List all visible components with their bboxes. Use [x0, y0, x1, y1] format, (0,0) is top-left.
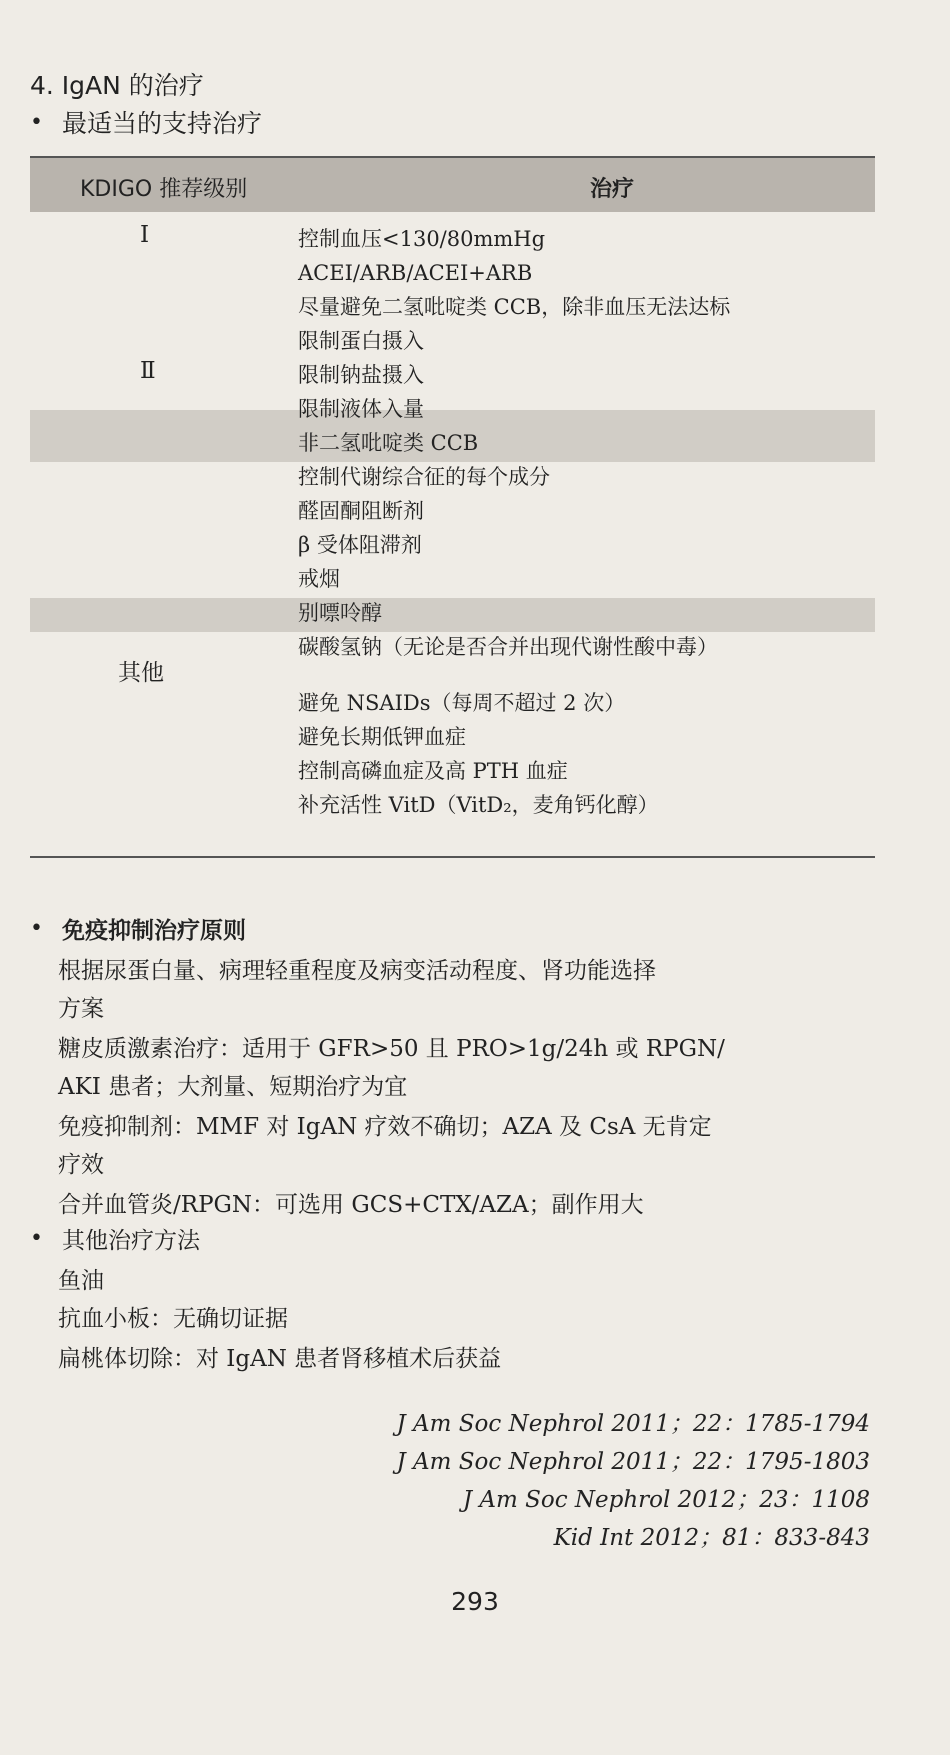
- treatment-item: 醛固酮阻断剂: [298, 499, 424, 523]
- treatment-item: 补充活性 VitD（VitD₂，麦角钙化醇）: [298, 793, 659, 817]
- reference: J Am Soc Nephrol 2011；22：1785-1794: [396, 1411, 870, 1437]
- immuno-bullet: [30, 912, 246, 945]
- treatment-item: 尽量避免二氢吡啶类 CCB，除非血压无法达标: [298, 295, 731, 319]
- section-heading: 4. IgAN 的治疗: [30, 71, 204, 100]
- other-line: 抗血小板：无确切证据: [58, 1306, 288, 1332]
- treatment-item: 控制代谢综合征的每个成分: [298, 465, 550, 489]
- treatment-item: 避免 NSAIDs（每周不超过 2 次）: [298, 691, 626, 715]
- supportive-treatment-bullet: [30, 104, 262, 140]
- treatment-item: 戒烟: [298, 567, 340, 591]
- treatment-item: 避免长期低钾血症: [298, 725, 466, 749]
- reference: J Am Soc Nephrol 2011；22：1795-1803: [396, 1449, 870, 1475]
- immuno-line: 根据尿蛋白量、病理轻重程度及病变活动程度、肾功能选择: [58, 958, 656, 984]
- treatment-item: 碳酸氢钠（无论是否合并出现代谢性酸中毒）: [298, 635, 718, 659]
- treatment-item: 限制钠盐摄入: [298, 363, 424, 387]
- treatment-item: ACEI/ARB/ACEI+ARB: [298, 261, 533, 285]
- level-1: I: [140, 222, 150, 248]
- treatment-item: 控制血压<130/80mmHg: [298, 227, 546, 251]
- other-line: 扁桃体切除：对 IgAN 患者肾移植术后获益: [58, 1346, 502, 1372]
- treatment-item: 别嘌呤醇: [298, 601, 382, 625]
- immuno-line: 糖皮质激素治疗：适用于 GFR>50 且 PRO>1g/24h 或 RPGN/: [58, 1036, 725, 1062]
- immuno-title: 免疫抑制治疗原则: [62, 917, 246, 944]
- treatment-item: 非二氢吡啶类 CCB: [298, 431, 479, 455]
- reference: J Am Soc Nephrol 2012；23：1108: [462, 1487, 870, 1513]
- level-other: 其他: [118, 660, 164, 686]
- table-header: [30, 156, 875, 212]
- page-number: 293: [451, 1587, 499, 1616]
- treatment-item: 限制蛋白摄入: [298, 329, 424, 353]
- other-bullet: [30, 1222, 200, 1255]
- level-2: Ⅱ: [140, 358, 156, 384]
- immuno-line: 疗效: [58, 1152, 104, 1178]
- immuno-line: AKI 患者；大剂量、短期治疗为宜: [58, 1074, 408, 1100]
- bullet-icon: •: [30, 916, 43, 941]
- treatment-item: 控制高磷血症及高 PTH 血症: [298, 759, 568, 783]
- bullet-icon: •: [30, 1226, 43, 1251]
- col-header-level: KDIGO 推荐级别: [80, 177, 248, 202]
- col-header-treatment: 治疗: [590, 177, 635, 202]
- supportive-treatment-label: 最适当的支持治疗: [62, 109, 263, 138]
- other-line: 鱼油: [58, 1268, 104, 1294]
- treatment-list: [298, 222, 730, 822]
- reference: Kid Int 2012；81：833-843: [553, 1525, 870, 1551]
- immuno-line: 方案: [58, 996, 104, 1022]
- bullet-icon: •: [30, 109, 43, 135]
- treatment-item: β 受体阻滞剂: [298, 533, 422, 557]
- references: [397, 1405, 870, 1557]
- other-title: 其他治疗方法: [62, 1228, 200, 1254]
- treatment-item: 限制液体入量: [298, 397, 424, 421]
- table-bottom-rule: [30, 856, 875, 858]
- immuno-line: 免疫抑制剂：MMF 对 IgAN 疗效不确切；AZA 及 CsA 无肯定: [58, 1114, 712, 1140]
- immuno-line: 合并血管炎/RPGN：可选用 GCS+CTX/AZA；副作用大: [58, 1192, 644, 1218]
